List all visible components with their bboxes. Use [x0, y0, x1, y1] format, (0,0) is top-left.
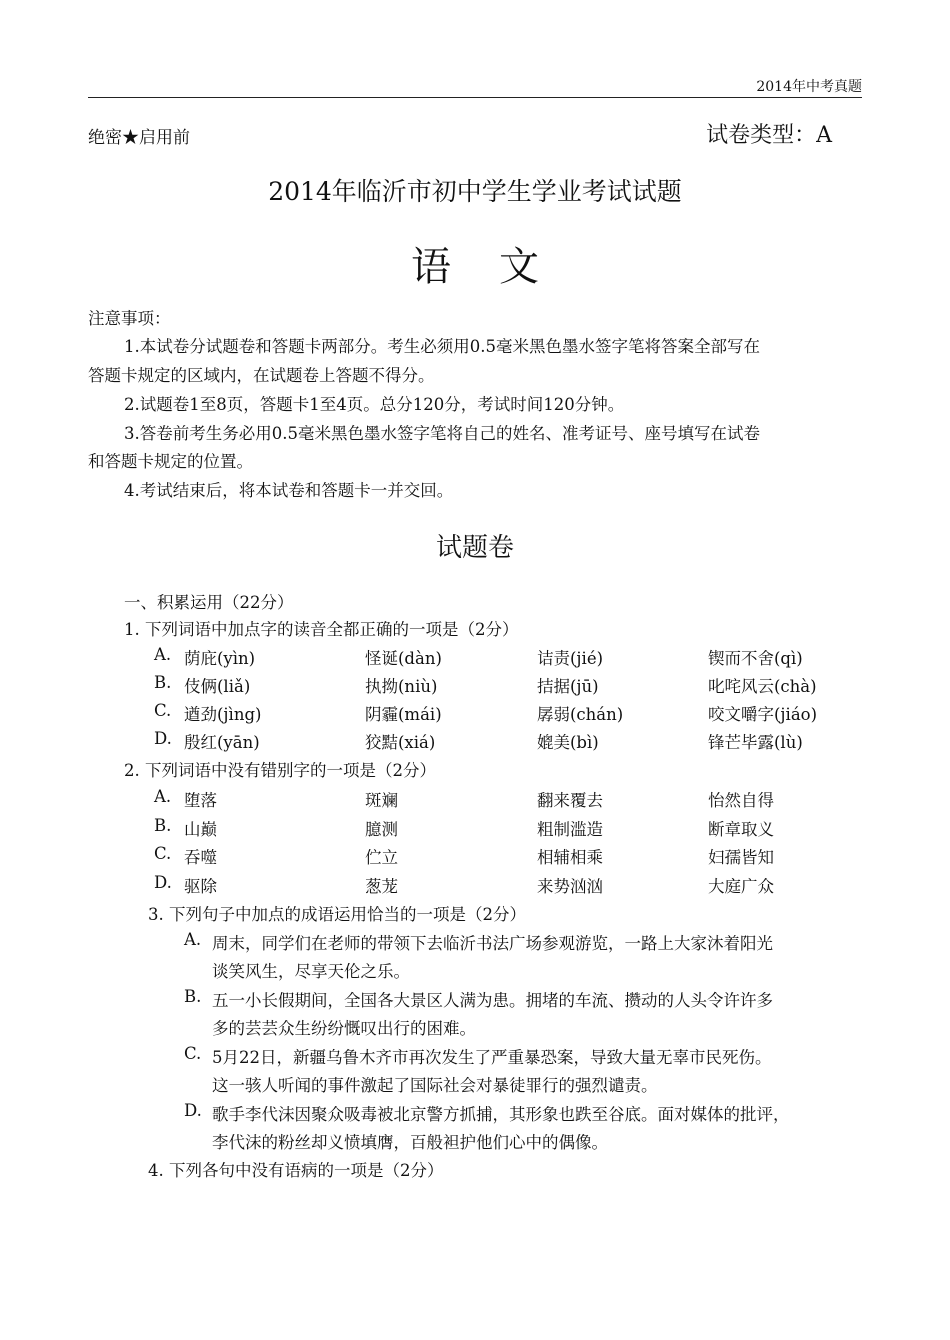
option-text-line: 这一骇人听闻的事件激起了国际社会对暴徒罪行的强烈谴责。: [212, 1076, 658, 1095]
notice-line: 2.试题卷1至8页，答题卡1至4页。总分120分，考试时间120分钟。: [124, 395, 625, 414]
option-item: 狡黠(xiá): [365, 733, 436, 752]
option-item: 堕落: [184, 791, 217, 810]
option-text-line: 李代沫的粉丝却义愤填膺，百般袒护他们心中的偶像。: [212, 1133, 608, 1152]
notice-heading: 注意事项：: [88, 309, 171, 328]
option-item: 葱茏: [365, 877, 398, 896]
option-item: 伎俩(liǎ): [184, 677, 251, 696]
secret-label: 绝密★启用前: [88, 128, 190, 148]
option-item: 遒劲(jìng): [184, 705, 262, 724]
option-letter: D.: [154, 873, 172, 892]
option-item: 断章取义: [708, 820, 774, 839]
notice-line: 答题卡规定的区域内，在试题卷上答题不得分。: [88, 366, 435, 385]
option-item: 咬文嚼字(jiáo): [708, 705, 818, 724]
question-stem: 2. 下列词语中没有错别字的一项是（2分）: [124, 761, 436, 780]
option-item: 怡然自得: [708, 791, 774, 810]
option-letter: B.: [154, 673, 172, 692]
notice-line: 4.考试结束后，将本试卷和答题卡一并交回。: [124, 481, 454, 500]
header-divider: [88, 97, 862, 98]
subject-title: 语文: [411, 244, 587, 290]
option-letter: C.: [184, 1044, 202, 1063]
section-heading: 试题卷: [435, 533, 514, 563]
notice-line: 和答题卡规定的位置。: [88, 452, 253, 471]
option-item: 阴霾(mái): [365, 705, 442, 724]
option-item: 荫庇(yìn): [184, 649, 256, 668]
option-text-line: 多的芸芸众生纷纷慨叹出行的困难。: [212, 1019, 476, 1038]
option-item: 伫立: [365, 848, 398, 867]
option-item: 臆测: [365, 820, 398, 839]
option-item: 粗制滥造: [537, 820, 603, 839]
option-text-line: 谈笑风生，尽享天伦之乐。: [212, 962, 410, 981]
part-title: 一、积累运用（22分）: [124, 593, 294, 612]
option-item: 锋芒毕露(lù): [708, 733, 803, 752]
question-stem: 4. 下列各句中没有语病的一项是（2分）: [148, 1161, 444, 1180]
option-letter: B.: [184, 987, 202, 1006]
option-item: 来势汹汹: [537, 877, 603, 896]
option-item: 斑斓: [365, 791, 398, 810]
option-letter: D.: [154, 729, 172, 748]
option-text-line: 周末，同学们在老师的带领下去临沂书法广场参观游览，一路上大家沐着阳光: [212, 934, 773, 953]
option-item: 相辅相乘: [537, 848, 603, 867]
option-item: 媲美(bì): [537, 733, 599, 752]
option-item: 吞噬: [184, 848, 217, 867]
option-text-line: 五一小长假期间，全国各大景区人满为患。拥堵的车流、攒动的人头令许许多: [212, 991, 773, 1010]
option-item: 怪诞(dàn): [365, 649, 442, 668]
notice-line: 1.本试卷分试题卷和答题卡两部分。考生必须用0.5毫米黑色墨水签字笔将答案全部写在: [124, 337, 760, 356]
option-item: 驱除: [184, 877, 217, 896]
option-text-line: 5月22日，新疆乌鲁木齐市再次发生了严重暴恐案，导致大量无辜市民死伤。: [212, 1048, 772, 1067]
header-tag: 2014年中考真题: [756, 79, 862, 95]
option-item: 翻来覆去: [537, 791, 603, 810]
option-letter: B.: [154, 816, 172, 835]
option-item: 拮据(jū): [537, 677, 599, 696]
option-item: 叱咤风云(chà): [708, 677, 817, 696]
option-item: 锲而不舍(qì): [708, 649, 803, 668]
option-item: 孱弱(chán): [537, 705, 624, 724]
option-item: 妇孺皆知: [708, 848, 774, 867]
question-stem: 3. 下列句子中加点的成语运用恰当的一项是（2分）: [148, 905, 526, 924]
paper-type-label: 试卷类型：A: [706, 123, 832, 148]
notice-line: 3.答卷前考生务必用0.5毫米黑色墨水签字笔将自己的姓名、准考证号、座号填写在试卷: [124, 424, 760, 443]
exam-title: 2014年临沂市初中学生学业考试试题: [268, 177, 682, 206]
option-letter: D.: [184, 1101, 202, 1120]
option-item: 山巅: [184, 820, 217, 839]
option-item: 殷红(yān): [184, 733, 260, 752]
option-letter: A.: [154, 645, 172, 664]
option-letter: A.: [184, 930, 202, 949]
option-text-line: 歌手李代沫因聚众吸毒被北京警方抓捕，其形象也跌至谷底。面对媒体的批评，: [212, 1105, 790, 1124]
option-item: 执拗(niù): [365, 677, 438, 696]
option-item: 大庭广众: [708, 877, 774, 896]
option-item: 诘责(jié): [537, 649, 604, 668]
question-stem: 1. 下列词语中加点字的读音全都正确的一项是（2分）: [124, 620, 519, 639]
option-letter: C.: [154, 701, 172, 720]
option-letter: C.: [154, 844, 172, 863]
option-letter: A.: [154, 787, 172, 806]
